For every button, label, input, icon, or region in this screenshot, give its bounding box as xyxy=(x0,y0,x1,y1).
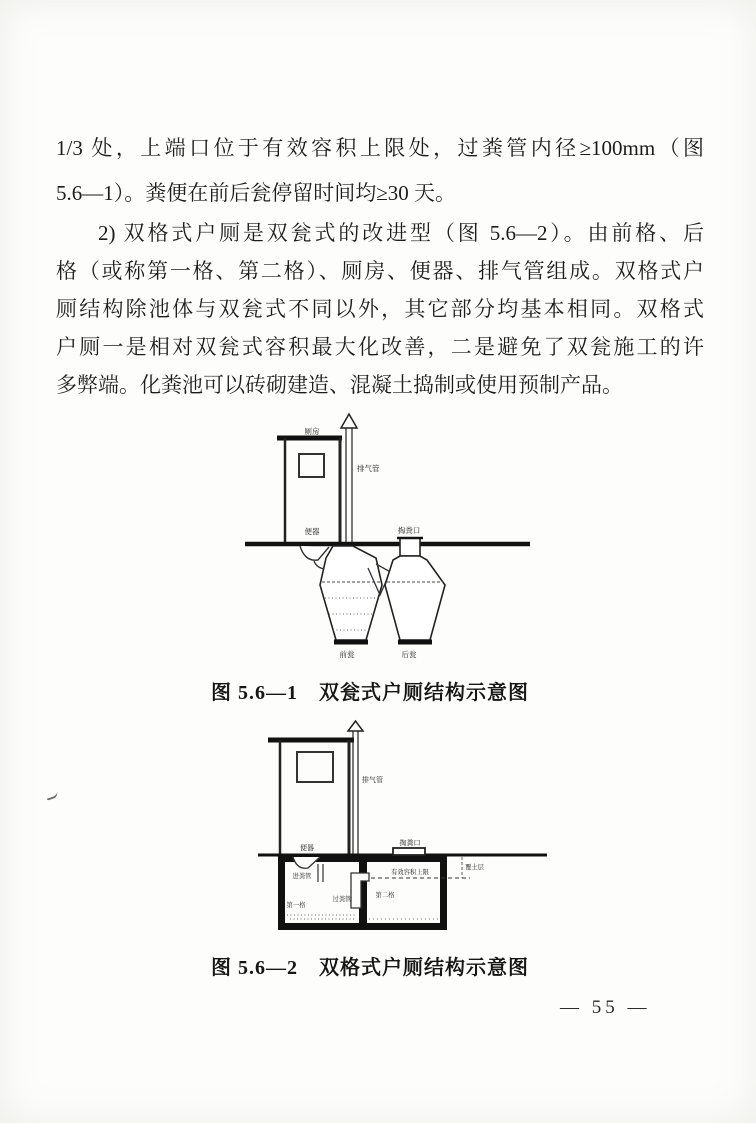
body-text-line: 2) 双格式户厕是双瓮式的改进型（图 5.6—2）。由前格、后 xyxy=(98,221,704,245)
figure-double-compartment-latrine xyxy=(250,718,560,950)
paragraph-2 xyxy=(56,214,704,404)
body-text-line: 格（或称第一格、第二格）、厕房、便器、排气管组成。双格式户 xyxy=(56,259,704,283)
body-text-line: 多弊端。化粪池可以砖砌建造、混凝土捣制或使用预制产品。 xyxy=(56,373,623,397)
vent-pipe-label: 排气管 xyxy=(362,777,383,784)
toilet-label: 便器 xyxy=(300,845,314,852)
body-text-line: 1/3 处，上端口位于有效容积上限处，过粪管内径≥100mm（图 xyxy=(56,136,704,160)
inlet-pipe-label: 进粪管 xyxy=(292,873,312,880)
first-compartment-label: 第一格 xyxy=(286,902,306,909)
figure1-caption: 图 5.6—1 双瓮式户厕结构示意图 xyxy=(211,682,529,704)
vent-cap-icon xyxy=(348,721,363,731)
scoop-opening-label: 掏粪口 xyxy=(397,526,421,535)
body-text-line: 户厕一是相对双瓮式容积最大化改善，二是避免了双瓮施工的许 xyxy=(56,335,704,359)
body-text-line: 5.6—1）。粪便在前后瓮停留时间均≥30 天。 xyxy=(56,181,457,205)
rear-urn-neck xyxy=(400,538,420,556)
toilet-label: 便器 xyxy=(304,527,320,536)
house-label: 厕房 xyxy=(304,427,320,436)
soil-cover-label: 覆土层 xyxy=(465,864,484,871)
toilet-bowl xyxy=(300,546,329,560)
house-window xyxy=(299,454,324,477)
scoop-opening-label: 掏粪口 xyxy=(399,840,421,847)
second-compartment-label: 第二格 xyxy=(375,892,395,899)
vent-pipe-label: 排气管 xyxy=(357,464,380,473)
vent-cap-icon xyxy=(341,414,357,428)
house-window xyxy=(297,752,333,782)
rear-urn-label: 后瓮 xyxy=(401,650,417,659)
stray-pencil-mark xyxy=(45,790,59,800)
paragraph-1 xyxy=(56,126,704,216)
front-urn-label: 前瓮 xyxy=(339,650,355,659)
effective-volume-limit-label: 有效容积上限 xyxy=(391,869,429,876)
page-number: — 55 — xyxy=(560,997,651,1018)
rear-urn xyxy=(385,556,445,640)
scoop-opening-cover xyxy=(393,848,425,855)
body-text-line: 厕结构除池体与双瓮式不同以外，其它部分均基本相同。双格式 xyxy=(56,297,704,321)
transfer-pipe-label: 过粪管 xyxy=(332,896,352,903)
front-urn xyxy=(320,546,382,640)
figure-double-urn-latrine xyxy=(230,410,540,672)
figure2-caption: 图 5.6—2 双格式户厕结构示意图 xyxy=(211,957,529,979)
